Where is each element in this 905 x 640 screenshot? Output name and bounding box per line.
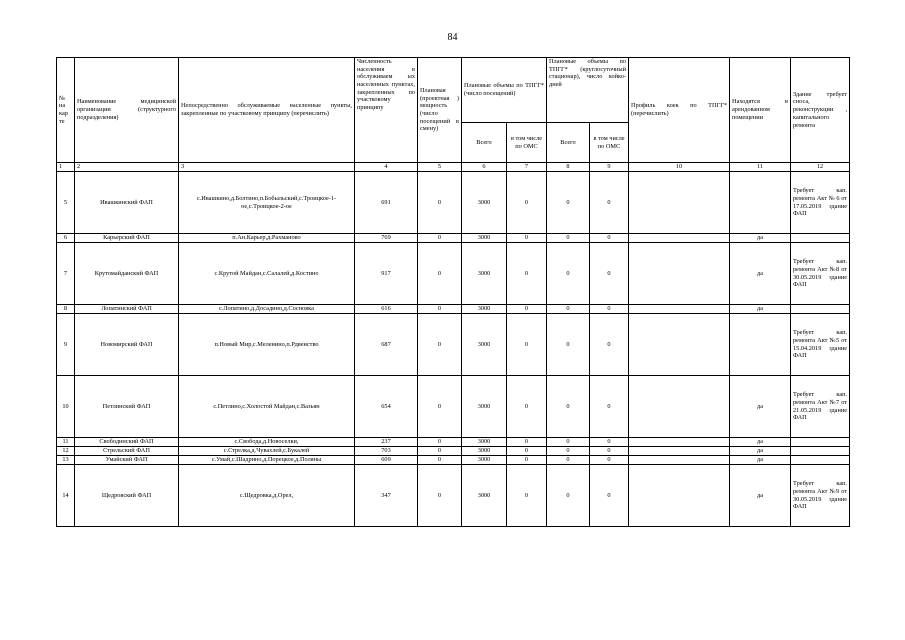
beds-oms: 0	[590, 305, 629, 314]
header-visits-total: Всего	[462, 123, 507, 163]
org-name: Петлинский ФАП	[75, 376, 179, 438]
header-beds: Плановые объемы по ТПГГ* (круглосуточный стационар), число койко-дней	[547, 58, 629, 123]
beds-total: 0	[547, 465, 590, 527]
visits-oms: 0	[507, 172, 547, 234]
beds-total: 0	[547, 172, 590, 234]
col-number: 1	[57, 163, 75, 172]
org-name: Щедровский ФАП	[75, 465, 179, 527]
beds-oms: 0	[590, 456, 629, 465]
header-org: Наименование медицинской организации (структурного подразделения)	[75, 58, 179, 163]
row-number: 7	[57, 243, 75, 305]
beds-oms: 0	[590, 447, 629, 456]
visits-oms: 0	[507, 243, 547, 305]
beds-total: 0	[547, 305, 590, 314]
table-row	[57, 447, 850, 456]
building-status: Требует кап. ремонта Акт №9 от 30.05.2019 здание ФАП	[791, 465, 850, 527]
table-row	[57, 305, 850, 314]
visits-oms: 0	[507, 314, 547, 376]
table-row	[57, 172, 850, 234]
service-points: с.Свобода,д.Новоселки,	[179, 438, 355, 447]
service-points: п.Новый Мир,с.Меленино,п.Рдвенство	[179, 314, 355, 376]
rented: да	[730, 447, 791, 456]
org-name: Свободинский ФАП	[75, 438, 179, 447]
rented	[730, 314, 791, 376]
header-rented: Находятся в арендованном помещении	[730, 58, 791, 163]
beds-total: 0	[547, 438, 590, 447]
header-row	[57, 58, 850, 123]
org-name: Ивашкинский ФАП	[75, 172, 179, 234]
fap-table	[56, 57, 850, 527]
beds-oms: 0	[590, 243, 629, 305]
capacity: 0	[418, 447, 462, 456]
building-status	[791, 234, 850, 243]
visits-oms: 0	[507, 465, 547, 527]
building-status: Требует кап. ремонта Акт №7 от 21.05.2019 здание ФАП	[791, 376, 850, 438]
header-visits: Плановые объемы по ТПГГ* (число посещений)	[462, 58, 547, 123]
row-number: 10	[57, 376, 75, 438]
table-row	[57, 314, 850, 376]
row-number: 9	[57, 314, 75, 376]
capacity: 0	[418, 314, 462, 376]
service-points: с.Петлино,с.Холостой Майдан,с.Вазьян	[179, 376, 355, 438]
org-name: Новомирский ФАП	[75, 314, 179, 376]
building-status	[791, 305, 850, 314]
bed-profile	[629, 314, 730, 376]
beds-oms: 0	[590, 172, 629, 234]
building-status	[791, 447, 850, 456]
service-points: с.Стрелка,д.Чувахлей,с.Букалей	[179, 447, 355, 456]
org-name: Карьерский ФАП	[75, 234, 179, 243]
header-points: Непосредственно обслуживаемые населенные пункты, закрепленные по участковому принципу (перечислить)	[179, 58, 355, 163]
service-points: с.Ивашкино,д.Болтино,п.Бобыльский,с.Троицкое-1-ое,с.Троицкое-2-ое	[179, 172, 355, 234]
table-row	[57, 376, 850, 438]
table-row	[57, 234, 850, 243]
visits-oms: 0	[507, 305, 547, 314]
population: 609	[355, 456, 418, 465]
table-row	[57, 465, 850, 527]
rented: да	[730, 305, 791, 314]
column-number-row	[57, 163, 850, 172]
visits-total: 3000	[462, 438, 507, 447]
rented: да	[730, 456, 791, 465]
service-points: с.Щедровка,д.Орел,	[179, 465, 355, 527]
visits-total: 3000	[462, 447, 507, 456]
visits-total: 3000	[462, 376, 507, 438]
row-number: 12	[57, 447, 75, 456]
bed-profile	[629, 465, 730, 527]
visits-oms: 0	[507, 447, 547, 456]
org-name: Стрельский ФАП	[75, 447, 179, 456]
beds-total: 0	[547, 376, 590, 438]
table-row	[57, 438, 850, 447]
service-points: п.Ан.Карьер,д.Рахманово	[179, 234, 355, 243]
col-number: 3	[179, 163, 355, 172]
header-profile: Профиль коек по ТПГГ* (перечислить)	[629, 58, 730, 163]
beds-total: 0	[547, 314, 590, 376]
building-status: Требует кап. ремонта Акт №5 от 15.04.2019 здание ФАП	[791, 314, 850, 376]
col-number: 9	[590, 163, 629, 172]
visits-total: 3000	[462, 243, 507, 305]
capacity: 0	[418, 438, 462, 447]
beds-oms: 0	[590, 465, 629, 527]
header-population: Численность населения в обслуживаем ых населенных пунктах, закрепленных по участковому принципу	[355, 58, 418, 163]
col-number: 12	[791, 163, 850, 172]
visits-oms: 0	[507, 456, 547, 465]
rented: да	[730, 438, 791, 447]
rented	[730, 172, 791, 234]
bed-profile	[629, 172, 730, 234]
org-name: Крутомайданский ФАП	[75, 243, 179, 305]
row-number: 8	[57, 305, 75, 314]
visits-total: 3000	[462, 234, 507, 243]
rented: да	[730, 465, 791, 527]
table-row	[57, 456, 850, 465]
row-number: 11	[57, 438, 75, 447]
population: 654	[355, 376, 418, 438]
capacity: 0	[418, 305, 462, 314]
population: 687	[355, 314, 418, 376]
visits-oms: 0	[507, 376, 547, 438]
capacity: 0	[418, 172, 462, 234]
visits-oms: 0	[507, 438, 547, 447]
row-number: 6	[57, 234, 75, 243]
building-status	[791, 438, 850, 447]
beds-oms: 0	[590, 376, 629, 438]
visits-total: 3000	[462, 465, 507, 527]
col-number: 6	[462, 163, 507, 172]
service-points: с.Умай,с.Шадрино,д.Порецкое,д.Поляны	[179, 456, 355, 465]
service-points: с.Лопатино,д.Досадино,д.Сосновка	[179, 305, 355, 314]
capacity: 0	[418, 243, 462, 305]
beds-total: 0	[547, 456, 590, 465]
col-number: 4	[355, 163, 418, 172]
rented: да	[730, 243, 791, 305]
bed-profile	[629, 447, 730, 456]
bed-profile	[629, 456, 730, 465]
header-visits-oms: в том числе по ОМС	[507, 123, 547, 163]
beds-oms: 0	[590, 438, 629, 447]
capacity: 0	[418, 456, 462, 465]
population: 691	[355, 172, 418, 234]
visits-total: 3000	[462, 305, 507, 314]
header-beds-oms: в том числе по ОМС	[590, 123, 629, 163]
org-name: Умайский ФАП	[75, 456, 179, 465]
beds-oms: 0	[590, 234, 629, 243]
page-number: 84	[447, 32, 458, 43]
building-status: Требует кап. ремонта Акт №8 от 30.05.2019 здание ФАП	[791, 243, 850, 305]
col-number: 11	[730, 163, 791, 172]
header-num: № на кар те	[57, 58, 75, 163]
bed-profile	[629, 234, 730, 243]
row-number: 13	[57, 456, 75, 465]
population: 616	[355, 305, 418, 314]
bed-profile	[629, 376, 730, 438]
row-number: 14	[57, 465, 75, 527]
col-number: 2	[75, 163, 179, 172]
visits-total: 3000	[462, 172, 507, 234]
capacity: 0	[418, 465, 462, 527]
beds-total: 0	[547, 243, 590, 305]
beds-total: 0	[547, 447, 590, 456]
header-beds-total: Всего	[547, 123, 590, 163]
visits-total: 3000	[462, 456, 507, 465]
bed-profile	[629, 243, 730, 305]
capacity: 0	[418, 376, 462, 438]
population: 347	[355, 465, 418, 527]
col-number: 5	[418, 163, 462, 172]
population: 237	[355, 438, 418, 447]
population: 917	[355, 243, 418, 305]
visits-oms: 0	[507, 234, 547, 243]
header-building: Здание требует сноса, реконструкции , капитального ремонта	[791, 58, 850, 163]
org-name: Лопатинский ФАП	[75, 305, 179, 314]
header-capacity: Плановая (проектная ) мощность (число посещений в смену)	[418, 58, 462, 163]
building-status	[791, 456, 850, 465]
capacity: 0	[418, 234, 462, 243]
population: 703	[355, 447, 418, 456]
col-number: 8	[547, 163, 590, 172]
col-number: 10	[629, 163, 730, 172]
bed-profile	[629, 305, 730, 314]
beds-total: 0	[547, 234, 590, 243]
col-number: 7	[507, 163, 547, 172]
rented: да	[730, 234, 791, 243]
bed-profile	[629, 438, 730, 447]
population: 769	[355, 234, 418, 243]
visits-total: 3000	[462, 314, 507, 376]
building-status: Требует кап. ремонта Акт № 6 от 17.05.2019 здание ФАП	[791, 172, 850, 234]
table-row	[57, 243, 850, 305]
row-number: 5	[57, 172, 75, 234]
service-points: с.Крутой Майдан,с.Салалей,д.Костино	[179, 243, 355, 305]
rented: да	[730, 376, 791, 438]
beds-oms: 0	[590, 314, 629, 376]
